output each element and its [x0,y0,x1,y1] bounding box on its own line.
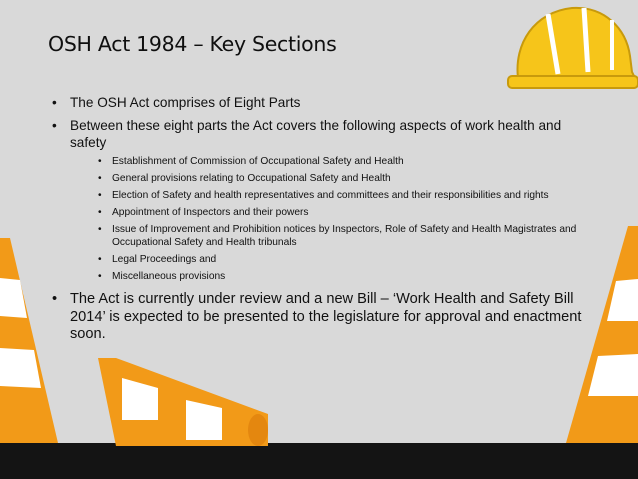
bullet-text: The OSH Act comprises of Eight Parts [70,95,301,110]
sub-bullet-item [98,173,592,186]
sub-bullet-item [98,190,592,203]
sub-bullet-text: Legal Proceedings and [112,253,217,265]
sub-bullet-text: General provisions relating to Occupational Safety and Health [112,173,391,184]
sub-bullet-marker: • [98,253,102,265]
sub-bullet-text: Establishment of Commission of Occupational Safety and Health [112,156,404,167]
sub-bullet-text: Issue of Improvement and Prohibition notices by Inspectors, Role of Safety and Health Magistrates and Occupational Safety and Health tribunals [112,224,577,248]
bullet-marker: • [52,118,57,133]
sub-bullet-marker: • [98,224,102,235]
sub-bullet-list [70,156,592,283]
fallen-traffic-cone-icon [98,358,268,446]
sub-bullet-item [98,156,592,169]
bullet-text: Between these eight parts the Act covers the following aspects of work health and safety [70,118,562,150]
sub-bullet-text: Miscellaneous provisions [112,270,226,282]
bullet-item [52,94,592,111]
bullet-item [52,117,592,283]
bullet-marker: • [52,291,58,307]
road-strip [0,443,638,479]
bullet-marker: • [52,95,57,110]
sub-bullet-item [98,271,592,284]
sub-bullet-text: Appointment of Inspectors and their powers [112,207,309,218]
hard-hat-icon [500,0,638,90]
traffic-cone-left-icon [0,238,60,443]
bullet-text: The Act is currently under review and a new Bill – ‘Work Health and Safety Bill 2014’ is expected to be presented to the legislature for approval and enactment soon. [70,291,582,342]
sub-bullet-item [98,254,592,267]
sub-bullet-item [98,207,592,220]
sub-bullet-text: Election of Safety and health representatives and committees and their responsibilities and rights [112,190,549,201]
bullet-list [52,94,592,350]
sub-bullet-item [98,224,592,249]
bullet-item [52,291,592,344]
sub-bullet-marker: • [98,173,102,184]
sub-bullet-marker: • [98,190,102,201]
slide-title: OSH Act 1984 – Key Sections [48,32,337,56]
sub-bullet-marker: • [98,270,102,282]
sub-bullet-marker: • [98,207,102,218]
sub-bullet-marker: • [98,156,102,167]
